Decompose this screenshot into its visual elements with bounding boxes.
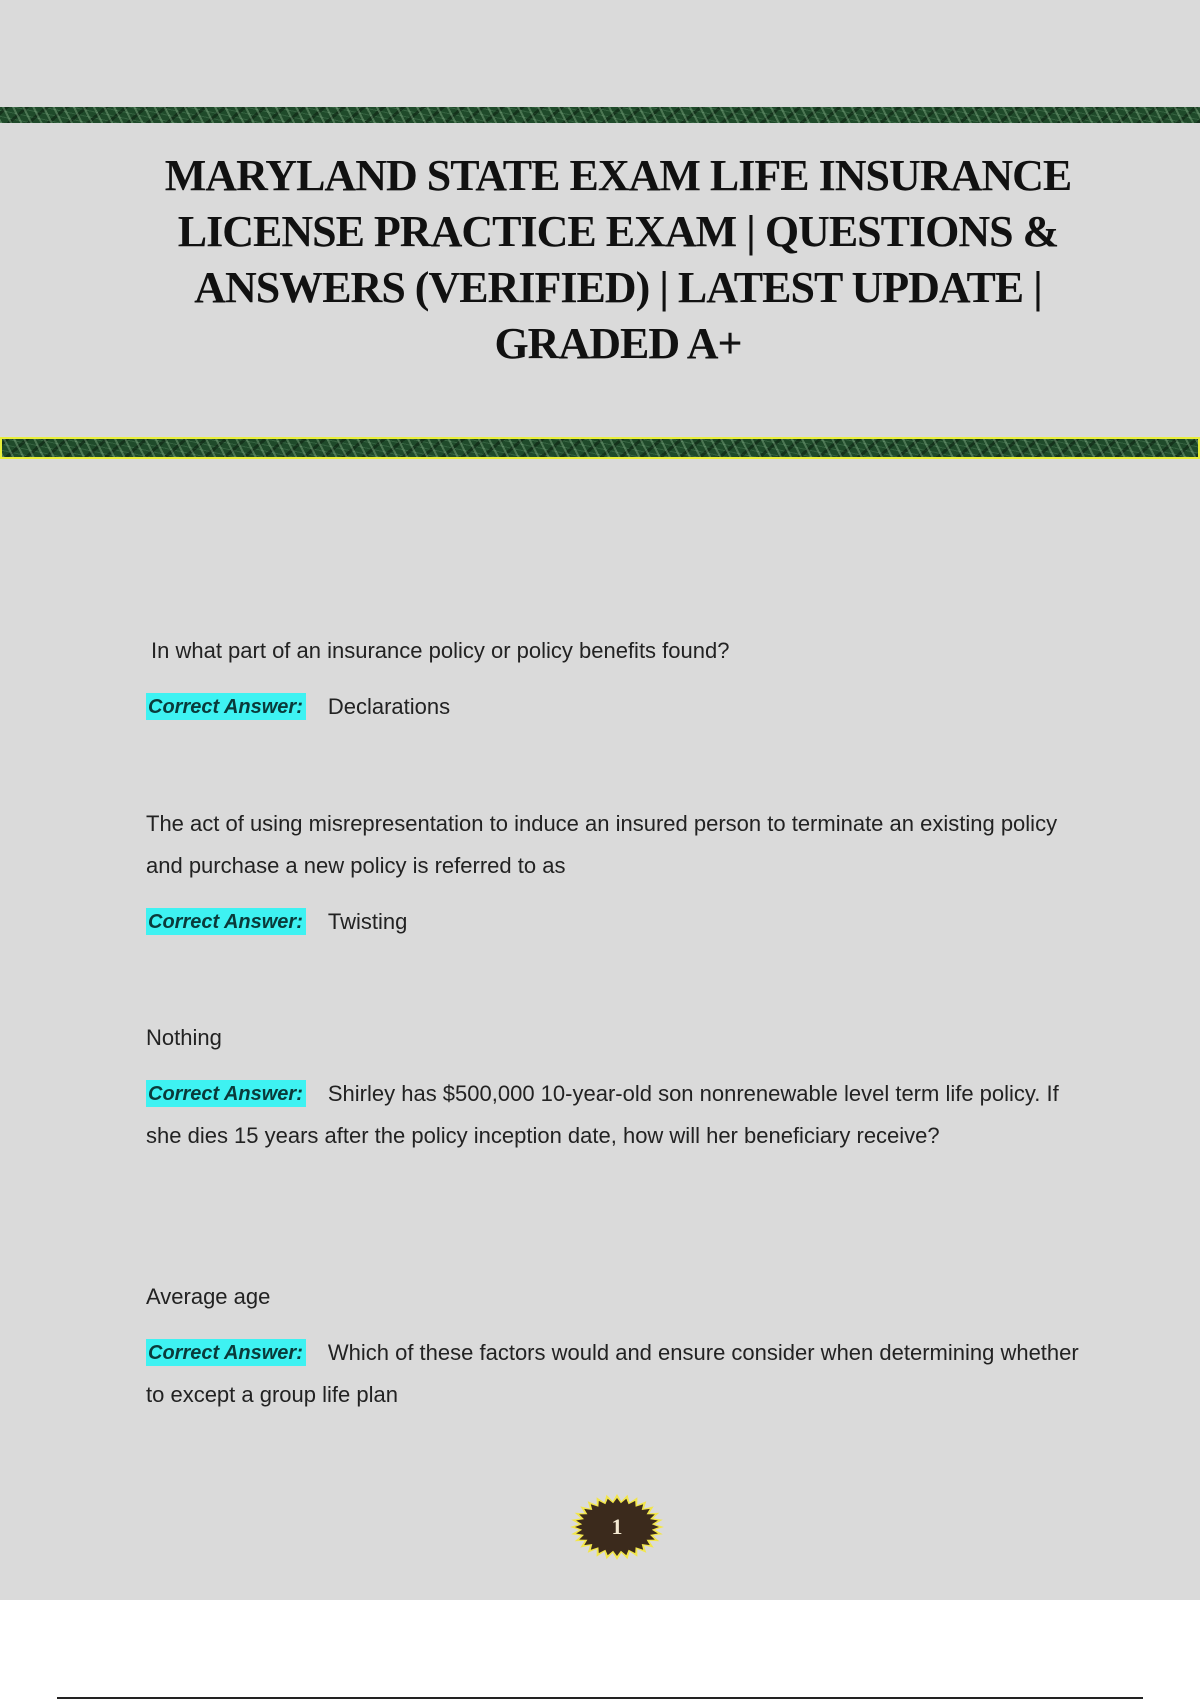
answer-text: Declarations [327, 694, 451, 719]
footer-rule [57, 1697, 1143, 1699]
document-title: MARYLAND STATE EXAM LIFE INSURANCE LICENSE PRACTICE EXAM | QUESTIONS & ANSWERS (VERIFIED) | LATEST UPDATE | GRADED A+ [164, 151, 1072, 368]
question-text: Average age [146, 1284, 271, 1309]
qa-item [146, 803, 1086, 943]
question-text: Nothing [146, 1025, 222, 1050]
correct-answer-label: Correct Answer: [146, 693, 306, 720]
qa-item [146, 1017, 1086, 1157]
qa-item [146, 1276, 1086, 1416]
answer-line [146, 901, 1086, 943]
correct-answer-label: Correct Answer: [146, 908, 306, 935]
question-text: In what part of an insurance policy or policy benefits found? [151, 638, 730, 663]
answer-text: Which of these factors would and ensure consider when determining whether to except a group life plan [146, 1340, 1079, 1407]
page-number-seal [569, 1493, 665, 1561]
correct-answer-label: Correct Answer: [146, 1080, 306, 1107]
answer-line [146, 1073, 1086, 1157]
page-number: 1 [611, 1514, 623, 1539]
question-text: The act of using misrepresentation to induce an insured person to terminate an existing policy and purchase a new policy is referred to as [146, 811, 1058, 878]
answer-line [146, 686, 1086, 728]
decorative-band-top [0, 107, 1200, 123]
answer-line [146, 1332, 1086, 1416]
qa-item [146, 630, 1086, 728]
answer-text: Twisting [327, 909, 408, 934]
correct-answer-label: Correct Answer: [146, 1339, 306, 1366]
decorative-band-bottom [0, 437, 1200, 459]
answer-text: Shirley has $500,000 10-year-old son nonrenewable level term life policy. If she dies 15 years after the policy inception date, how will her beneficiary receive? [146, 1081, 1059, 1148]
